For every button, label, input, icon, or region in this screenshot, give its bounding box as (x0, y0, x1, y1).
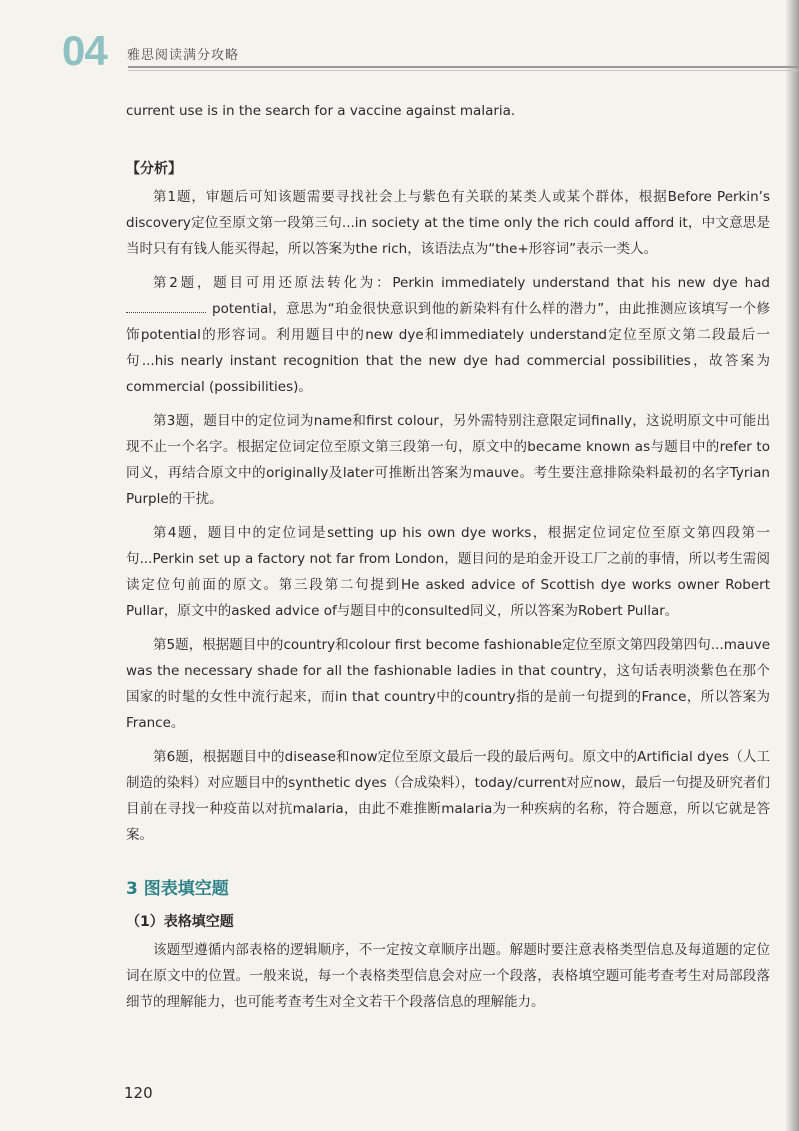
analysis-q3: 第3题，题目中的定位词为name和first colour，另外需特别注意限定词finally，这说明原文中可能出现不止一个名字。根据定位词定位至原文第三段第一句，原文中的became known as与题目中的refer to同义，再结合原文中的originally及later可推断出答案为mauve。考生要注意排除染料最初的名字Tyrian Purple的干扰。 (126, 413, 770, 507)
section3-title: 3 图表填空题 (126, 879, 229, 899)
analysis-q5: 第5题，根据题目中的country和colour first become fashionable定位至原文第四段第四句...mauve was the necessary shade for all the fashionable ladies in that country，这句话表明淡紫色在那个国家的时髦的女性中流行起来，而in that country中的country指的是前一句提到的France，所以答案为France。 (126, 637, 770, 731)
header-rule (128, 66, 799, 68)
book-title: 雅思阅读满分攻略 (127, 48, 240, 63)
analysis-q1: 第1题，审题后可知该题需要寻找社会上与紫色有关联的某类人或某个群体，根据Before Perkin’s discovery定位至原文第一段第三句...in society at the time only the rich could afford it，中文意思是当时只有有钱人能买得起，所以答案为the rich，该语法点为“the+形容词”表示一类人。 (126, 189, 770, 257)
analysis-q6: 第6题，根据题目中的disease和now定位至原文最后一段的最后两句。原文中的Artificial dyes（人工制造的染料）对应题目中的synthetic dyes（合成染料），today/current对应now，最后一句提及研究者们目前在寻找一种疫苗以对抗malaria，由此不难推断malaria为一种疾病的名称，符合题意，所以它就是答案。 (126, 749, 770, 843)
analysis-q4: 第4题，题目中的定位词是setting up his own dye works，根据定位词定位至原文第四段第一句...Perkin set up a factory not far from London，题目问的是珀金开设工厂之前的事情，所以考生需阅读定位句前面的原文。第三段第二句提到He asked advice of Scottish dye works owner Robert Pullar，原文中的asked advice of与题目中的consulted同义，所以答案为Robert Pullar。 (126, 525, 770, 619)
page-content (126, 100, 770, 1023)
lead-text: current use is in the search for a vaccine against malaria. (126, 103, 516, 119)
chapter-number: 04 (62, 27, 107, 74)
answer-blank (126, 298, 206, 313)
header-rule-thin (128, 70, 798, 71)
analysis-heading: 【分析】 (126, 161, 182, 177)
section3-subtitle: （1）表格填空题 (126, 914, 234, 930)
analysis-q2 (126, 270, 770, 400)
page-header (62, 22, 799, 82)
page-edge-shadow (785, 0, 799, 1131)
page-number: 120 (124, 1084, 153, 1102)
section3-body: 该题型遵循内部表格的逻辑顺序，不一定按文章顺序出题。解题时要注意表格类型信息及每道题的定位词在原文中的位置。一般来说，每一个表格类型信息会对应一个段落，表格填空题可能考查考生对局部段落细节的理解能力，也可能考查考生对全文若干个段落信息的理解能力。 (126, 942, 770, 1010)
analysis-q2-after: potential，意思为“珀金很快意识到他的新染料有什么样的潜力”，由此推测应该填写一个修饰potential的形容词。利用题目中的new dye和immediately understand定位至原文第二段最后一句...his nearly instant recognition that the new dye had commercial possibilities，故答案为commercial (possibilities)。 (126, 301, 770, 395)
analysis-q2-before: 第2题，题目可用还原法转化为：Perkin immediately understand that his new dye had (153, 275, 770, 291)
